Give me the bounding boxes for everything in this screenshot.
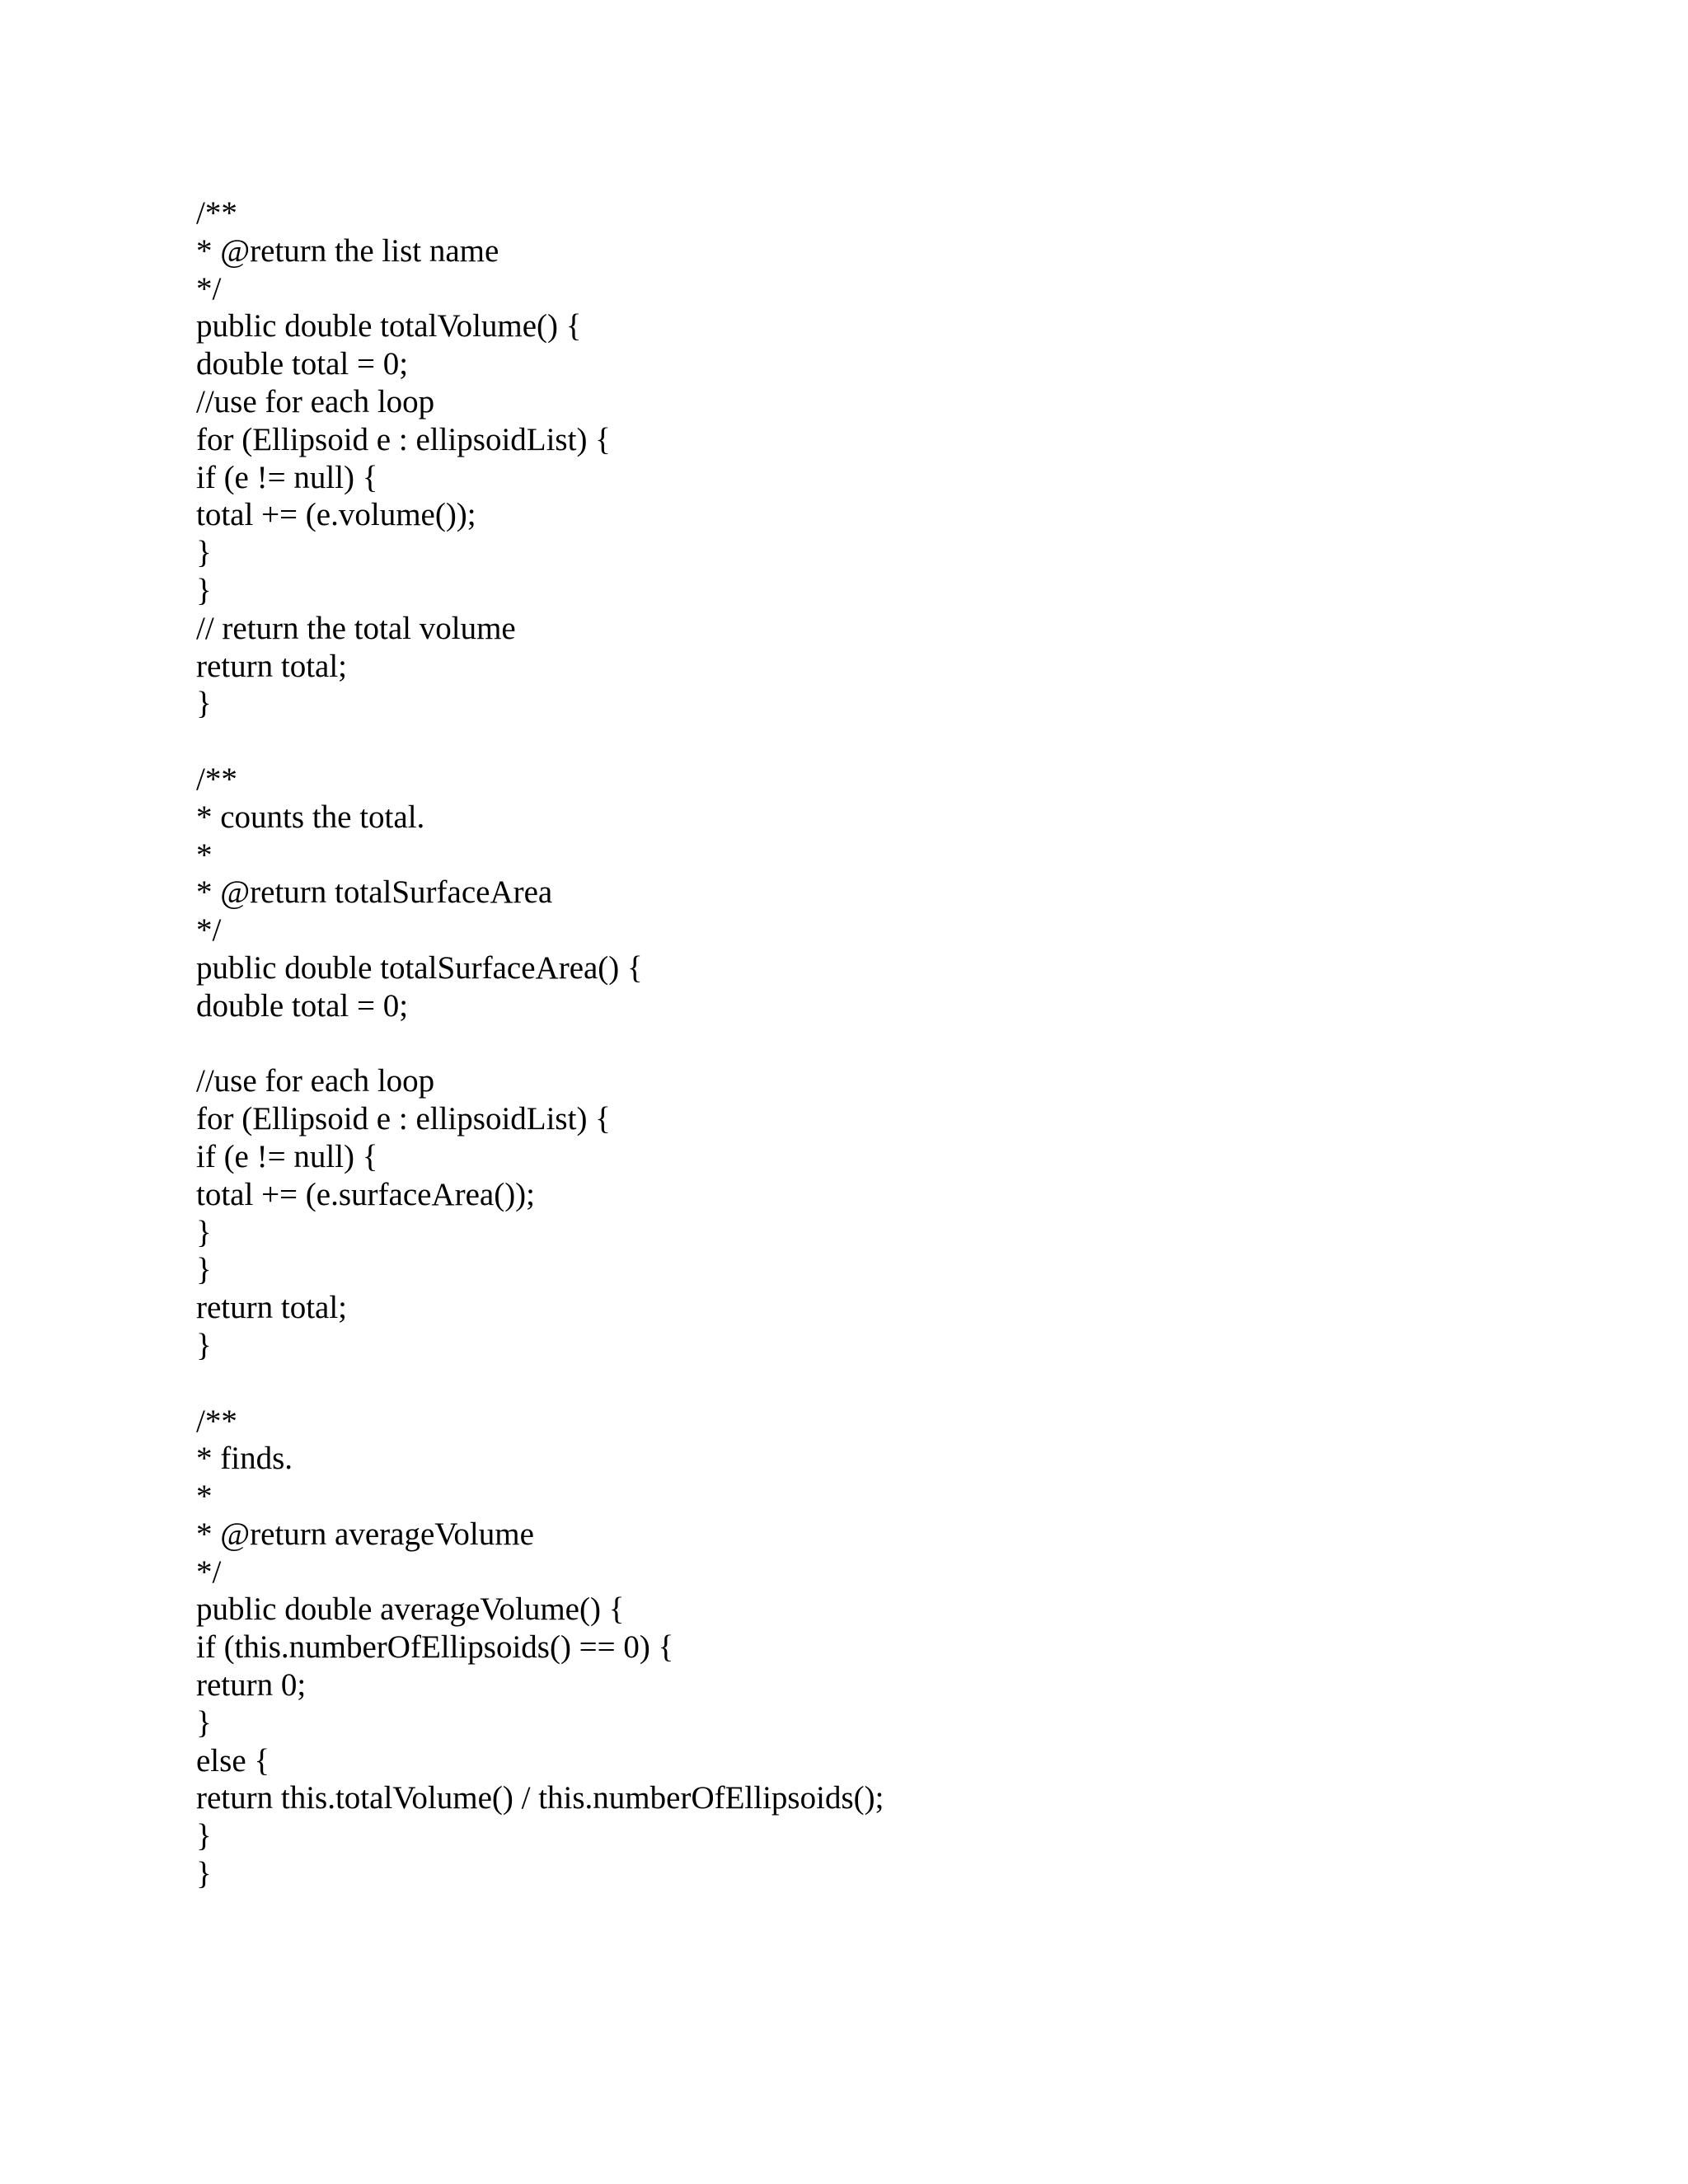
code-line: double total = 0; xyxy=(196,346,409,382)
code-line: * @return the list name xyxy=(196,232,499,269)
code-line: } xyxy=(196,1704,212,1741)
code-line: return this.totalVolume() / this.numberOfEllipsoids(); xyxy=(196,1780,884,1816)
code-line: /** xyxy=(196,195,237,231)
blank-line xyxy=(196,723,1597,761)
code-line: } xyxy=(196,572,212,608)
code-line: /** xyxy=(196,761,237,797)
code-line: //use for each loop xyxy=(196,383,435,419)
code-line: * @return averageVolume xyxy=(196,1516,534,1552)
code-line: total += (e.volume()); xyxy=(196,497,476,533)
code-line: * xyxy=(196,1479,213,1515)
code-line: if (e != null) { xyxy=(196,1138,378,1174)
code-line: * counts the total. xyxy=(196,799,425,835)
code-line: * xyxy=(196,837,213,873)
code-line: public double averageVolume() { xyxy=(196,1591,625,1628)
code-line: } xyxy=(196,686,212,722)
code-line: */ xyxy=(196,912,222,949)
code-line: * finds. xyxy=(196,1441,293,1477)
blank-line xyxy=(196,1025,1597,1063)
code-line: if (e != null) { xyxy=(196,459,378,495)
code-listing xyxy=(196,194,1597,1893)
code-line: * @return totalSurfaceArea xyxy=(196,874,553,911)
code-line: total += (e.surfaceArea()); xyxy=(196,1176,536,1212)
code-line: */ xyxy=(196,270,222,307)
code-line: return total; xyxy=(196,1290,348,1326)
code-line: } xyxy=(196,1214,212,1250)
code-line: return 0; xyxy=(196,1667,307,1704)
code-line: } xyxy=(196,1327,212,1363)
code-line: if (this.numberOfEllipsoids() == 0) { xyxy=(196,1629,674,1666)
code-line: return total; xyxy=(196,648,348,684)
code-line: } xyxy=(196,1818,212,1854)
code-line: // return the total volume xyxy=(196,610,516,646)
blank-line xyxy=(196,1365,1597,1403)
code-line: else { xyxy=(196,1742,270,1779)
code-line: */ xyxy=(196,1554,222,1590)
code-line: for (Ellipsoid e : ellipsoidList) { xyxy=(196,1101,611,1137)
code-line: //use for each loop xyxy=(196,1063,435,1099)
code-line: for (Ellipsoid e : ellipsoidList) { xyxy=(196,421,611,457)
code-line: public double totalVolume() { xyxy=(196,308,582,344)
code-line: } xyxy=(196,535,212,571)
code-line: /** xyxy=(196,1403,237,1439)
code-line: public double totalSurfaceArea() { xyxy=(196,949,643,986)
code-line: double total = 0; xyxy=(196,987,409,1024)
code-line: } xyxy=(196,1252,212,1288)
code-line: } xyxy=(196,1856,212,1892)
